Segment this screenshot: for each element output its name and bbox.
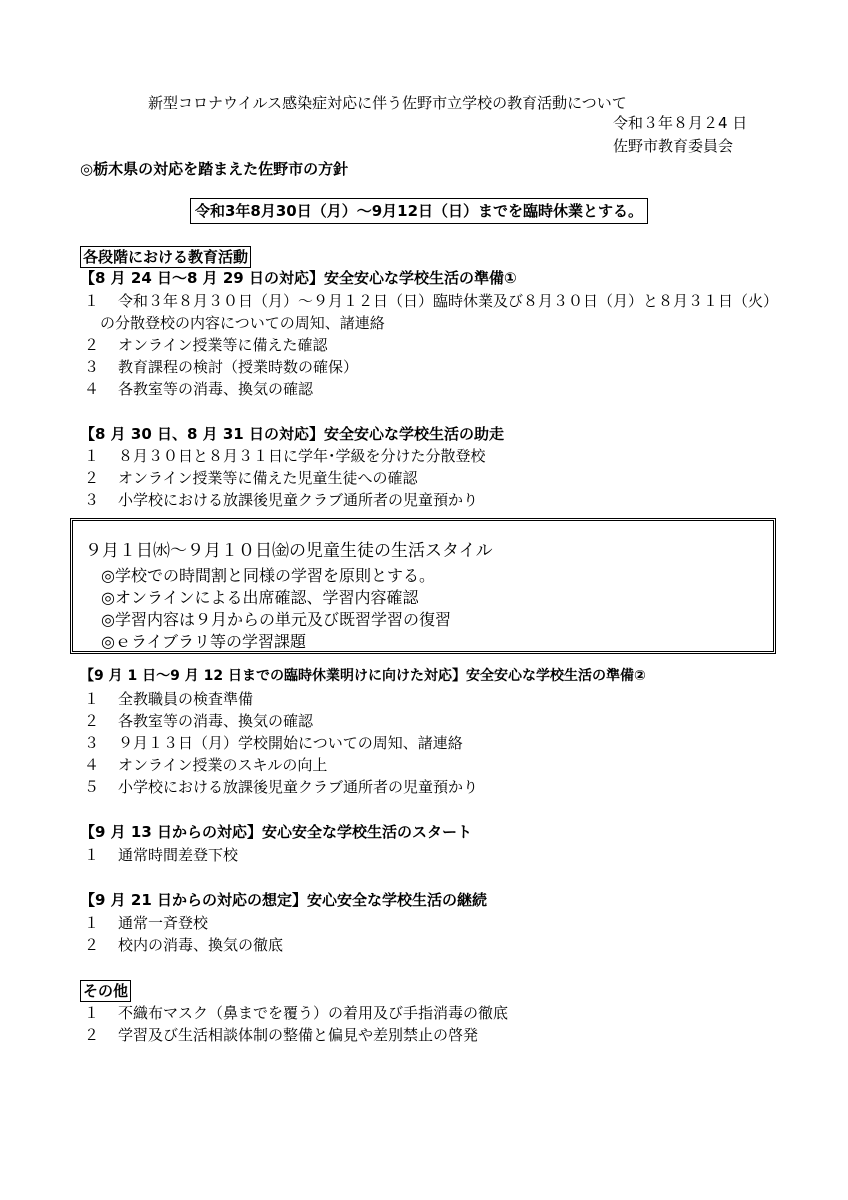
item-number: ３ <box>84 491 100 509</box>
item-number: ２ <box>84 712 100 730</box>
section-title: 【9 月 13 日からの対応】安心安全な学校生活のスタート <box>80 823 472 841</box>
item-text: 不織布マスク（鼻までを覆う）の着用及び手指消毒の徹底 <box>118 1004 509 1022</box>
item-text: 学習及び生活相談体制の整備と偏見や差別禁止の啓発 <box>118 1026 479 1044</box>
list-item <box>84 335 328 355</box>
callout-line: ◎学校での時間割と同様の学習を原則とする。 <box>101 566 435 585</box>
item-text: 全教職員の検査準備 <box>118 690 254 708</box>
item-number: ３ <box>84 358 100 376</box>
item-number: ５ <box>84 778 100 796</box>
item-number: １ <box>84 447 100 465</box>
item-text: 小学校における放課後児童クラブ通所者の児童預かり <box>118 778 479 796</box>
item-text: オンライン授業等に備えた確認 <box>118 336 328 354</box>
list-item <box>84 755 327 775</box>
list-item <box>84 1025 478 1045</box>
item-text: の分散登校の内容についての周知、諸連絡 <box>100 314 385 332</box>
item-number: ２ <box>84 336 100 354</box>
item-text: 各教室等の消毒、換気の確認 <box>118 712 314 730</box>
item-number: ３ <box>84 734 100 752</box>
section-title: 【8 月 30 日、8 月 31 日の対応】安全安心な学校生活の助走 <box>80 425 504 443</box>
closure-notice-box: 令和3年8月30日（月）～9月12日（日）までを臨時休業とする。 <box>190 198 648 224</box>
item-text: 通常時間差登下校 <box>118 846 239 864</box>
item-number: ２ <box>84 1026 100 1044</box>
list-item <box>84 291 778 311</box>
list-item <box>84 357 358 377</box>
other-heading: その他 <box>80 980 131 1002</box>
student-lifestyle-callout <box>70 518 776 654</box>
item-text: 通常一斉登校 <box>118 914 209 932</box>
item-text: オンライン授業等に備えた児童生徒への確認 <box>118 469 418 487</box>
item-text: 教育課程の検討（授業時数の確保） <box>118 358 359 376</box>
list-item <box>84 490 478 510</box>
list-item <box>84 777 478 797</box>
item-text: ８月３０日と８月３１日に学年･学級を分けた分散登校 <box>118 447 486 465</box>
callout-heading: ９月１日㈬～９月１０日㈮の児童生徒の生活スタイル <box>85 541 493 561</box>
callout-line: ◎ｅライブラリ等の学習課題 <box>101 632 307 651</box>
list-item <box>84 845 238 865</box>
list-item <box>84 689 253 709</box>
item-number: １ <box>84 914 100 932</box>
item-number: １ <box>84 690 100 708</box>
list-item <box>84 935 283 955</box>
list-item <box>84 733 463 753</box>
list-item <box>84 379 313 399</box>
item-number: １ <box>84 846 100 864</box>
callout-line: ◎オンラインによる出席確認、学習内容確認 <box>101 588 419 607</box>
list-item <box>84 313 385 333</box>
item-number: １ <box>84 1004 100 1022</box>
item-text: ９月１３日（月）学校開始についての周知、諸連絡 <box>118 734 463 752</box>
item-number: ４ <box>84 756 100 774</box>
item-number: ４ <box>84 380 100 398</box>
document-date: 令和３年８月２4 日 <box>613 114 748 132</box>
section-title: 【8 月 24 日～8 月 29 日の対応】安全安心な学校生活の準備① <box>80 269 517 287</box>
item-number: １ <box>84 292 100 310</box>
item-text: 校内の消毒、換気の徹底 <box>118 936 284 954</box>
item-text: 小学校における放課後児童クラブ通所者の児童預かり <box>118 491 479 509</box>
document-title: 新型コロナウイルス感染症対応に伴う佐野市立学校の教育活動について <box>148 94 627 112</box>
section-title: 【9 月 21 日からの対応の想定】安心安全な学校生活の継続 <box>80 891 487 909</box>
document-issuer: 佐野市教育委員会 <box>613 137 734 155</box>
list-item <box>84 468 418 488</box>
list-item <box>84 711 313 731</box>
item-number: ２ <box>84 469 100 487</box>
section-title: 【9 月 1 日～9 月 12 日までの臨時休業明けに向けた対応】安全安心な学校生活の準備② <box>80 668 646 684</box>
activities-heading: 各段階における教育活動 <box>80 246 251 268</box>
list-item <box>84 446 486 466</box>
item-number: ２ <box>84 936 100 954</box>
list-item <box>84 913 208 933</box>
list-item <box>84 1003 508 1023</box>
policy-heading: ◎栃木県の対応を踏まえた佐野市の方針 <box>80 160 349 178</box>
callout-line: ◎学習内容は９月からの単元及び既習学習の復習 <box>101 610 451 629</box>
item-text: 令和３年８月３０日（月）～９月１２日（日）臨時休業及び８月３０日（月）と８月３１日（火） <box>118 292 779 310</box>
item-text: 各教室等の消毒、換気の確認 <box>118 380 314 398</box>
item-text: オンライン授業のスキルの向上 <box>118 756 328 774</box>
